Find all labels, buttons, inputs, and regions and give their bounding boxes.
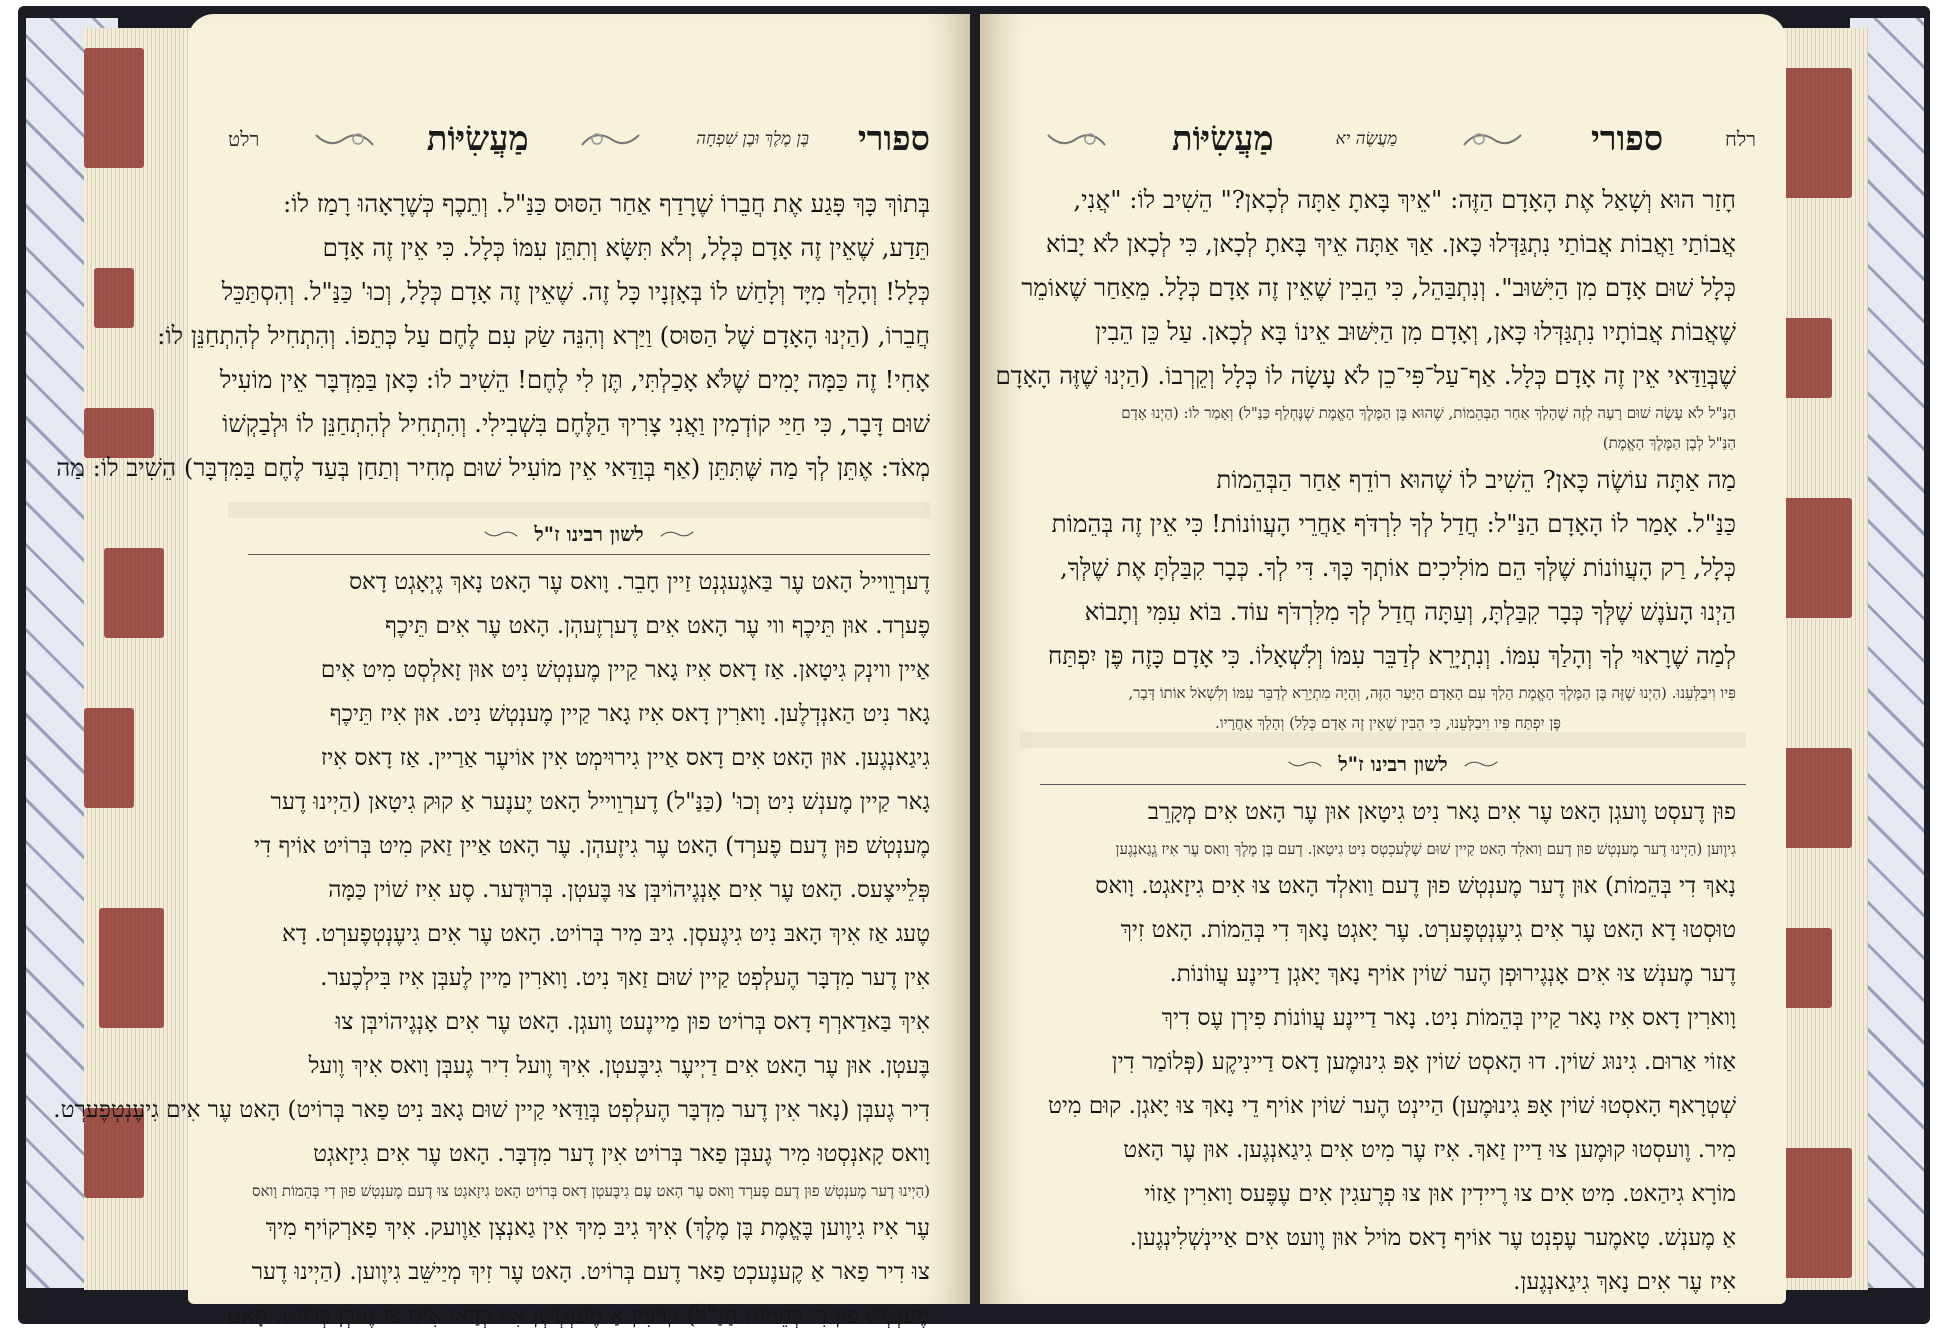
left-page bbox=[53, 14, 970, 1329]
text-line: תֵּדַע, שֶׁאֵין זֶה אָדָם כְּלָל, וְלֹא תִּשָּׂא וְתִתֵּן עִמּוֹ כְּלָל. כִּי אֵין זֶה אָדָם bbox=[322, 233, 930, 262]
text-line: כַּנַּ"ל. אָמַר לוֹ הָאָדָם הַנַּ"ל: חֲדַל לְךָ לִרְדֹּף אַחֲרֵי הָעֲווֹנוֹת! כִּי אֵין זֶה בְּהֵמוֹת bbox=[1051, 509, 1736, 538]
page-edge-stain bbox=[1777, 748, 1852, 848]
page-number: רלט bbox=[228, 126, 260, 151]
text-line: מַה אַתָּה עוֹשֶׂה כָּאן? הֵשִׁיב לוֹ שֶׁהוּא רוֹדֵף אַחַר הַבְּהֵמוֹת bbox=[1216, 465, 1736, 494]
text-line: פְּלֵייצֶעס. הָאט עֶר אִים אָנְגֶיהוֹיבְּן צוּ בֶּעטְן. בְּרוּדֶער. סֶע אִיז שׁוֹין כַּמָּה bbox=[328, 877, 930, 903]
text-line: אִיךְ בַּאדַארְף דָאס בְּרוֹיט פוּן מַיינֶעט וֶועגְן. הָאט עֶר אִים אָנְגֶיהוֹיבְּן צוּ bbox=[335, 1009, 930, 1035]
text-line: פוּן דֶעסְט וֶועגְן הָאט עֶר אִים גָאר נִיט גִיטָאן אוּן עֶר הָאט אִים מְקָרֵב bbox=[1147, 799, 1736, 825]
section-label: לשון רבינו ז"ל bbox=[1338, 751, 1448, 776]
text-line-note: פֶּן יִפְתַּח פִּיו וִיבַלְּעֵנוּ, כִּי הֵבִין שֶׁאֵין זֶה אָדָם כְּלָל) וְהָלַךְ אַחֲרָיו. bbox=[1214, 714, 1562, 732]
text-line: דֶער מֶענְשׁ צוּ אִים אָנְגֶירוּפְן הֶער שׁוֹין אוֹיף נָאךְ יָאגְן דַיינֶע עֲווֹנוֹת. bbox=[1169, 961, 1736, 987]
text-line-note: הַנַּ"ל לֹא עָשָׂה שׁוּם רָעָה לְזֶה שֶׁהָלַךְ אַחַר הַבְּהֵמוֹת, שֶׁהוּא בֶּן הַמֶּלֶךְ הָאֱמֶת שֶׁנֶּחְלַף כַּנַּ"ל) וְאָמַר לוֹ: (הַיְנוּ אָדָם bbox=[1121, 404, 1736, 422]
ornament-swirl-icon bbox=[1459, 127, 1529, 151]
text-line: גָאר קַיין מֶענְשׁ נִיט וְכוּ' (כַּנַּ"ל) דֶערְוֵוייל הָאט יֶענֶער אַ קוּק גִיטָאן (הַיְינוּ דֶער bbox=[270, 789, 930, 815]
right-page bbox=[980, 14, 1786, 1304]
ornament-swirl-icon bbox=[1462, 752, 1502, 776]
section-rule bbox=[248, 554, 930, 555]
text-line: טוּסְטוּ דָא הָאט עֶר אִים גִיעֶנְטְפֶערְט. עֶר יָאגְט נָאךְ דִי בְּהֵמוֹת. הָאט זִיךְ bbox=[1120, 917, 1736, 943]
text-line: טֶעג אַז אִיךְ הָאבּ נִיט גִיגֶעסְן. גִיבּ מִיר בְּרוֹיט. הָאט עֶר אִים גִיעֶנְטְפֶערְט. דָא bbox=[282, 921, 930, 947]
text-line: שֶׁאֲבוֹת אֲבוֹתָיו נִתְגַּדְּלוּ כָּאן, וְאָדָם מִן הַיִּשּׁוּב אֵינוֹ בָּא לְכָאן. עַל כֵּן הֵבִין bbox=[1094, 317, 1736, 346]
page-edge-stain bbox=[1782, 68, 1852, 198]
text-line: שֶׁבְּוַדַּאי אֵין זֶה אָדָם כְּלָל. אַף־עַל־פִּי־כֵן לֹא עָשָׂה לוֹ כְּלָל וְקֵרְבוֹ. (הַיְנוּ שֶׁזֶּה הָאָדָם bbox=[995, 361, 1736, 390]
book-title-second-word: מַעֲשִׂיּוֹת bbox=[426, 119, 529, 159]
text-line: פֶערְד. אוּן תֵּיכֶף ווי עֶר הָאט אִים דֶערְזֶעהְן. הָאט עֶר אִים תֵּיכֶף bbox=[385, 613, 930, 639]
text-line: עֶר אִיז גִיוֶוען בֶּאֱמֶת בֶּן מֶלֶךְ) אִיךְ גִיבּ מִיךְ אִין גַאנְצְן אַוֶועק. אִיךְ פַארְקוֹיף מִיךְ bbox=[265, 1215, 930, 1241]
page-edge-stain bbox=[84, 48, 144, 168]
text-line: שְׁטְרָאף הָאסְטוּ שׁוֹין אָפּ גִינוּמֶען) הַיינְט הֶער שׁוֹין אוֹיף דֵי נָאךְ צוּ יָאגְן. קוּם מִיט bbox=[1047, 1093, 1736, 1119]
right-yiddish-text bbox=[1040, 790, 1736, 1304]
text-line: שׁוּם דָּבָר, כִּי חַיַּי קוֹדְמִין וַאֲנִי צָרִיךְ הַלֶּחֶם בִּשְׁבִילִי. וְהִתְחִיל לְהִתְחַנֵּן לוֹ וּלְבַקְשׁוֹ bbox=[222, 409, 930, 438]
left-page-header bbox=[228, 114, 930, 164]
text-line: אֲבוֹתַי וַאֲבוֹת אֲבוֹתַי נִתְגַּדְּלוּ כָּאן. אַךְ אַתָּה אֵיךְ בָּאתָ לְכָאן, כִּי לְכָאן לֹא יָבוֹא bbox=[1045, 229, 1736, 258]
section-divider bbox=[248, 516, 930, 552]
book-title-first-word: ספורי bbox=[857, 119, 930, 159]
text-line: אָחִי! זֶה כַּמָּה יָמִים שֶׁלֹּא אָכַלְתִּי, תֶּן לִי לֶחֶם! הֵשִׁיב לוֹ: כָּאן בַּמִּדְבָּר אֵין מוֹעִיל bbox=[219, 365, 930, 394]
text-line-note: גִיוֶוען (הַיְינוּ דֶער מֶענְטְשׁ פוּן דֶעם וַואלְד הָאט קַיין שׁוּם שָׁלֶעכְטְס נִיט גִיטָאן. דֶעם בֶּן מֶלֶךְ וָואס עֶר אִיז גְֶגַאנְגֶען bbox=[1115, 840, 1736, 858]
text-line: מֶענְטְשׁ פוּן דִי בְּהֵמוֹת הַנַּ"ל) קוֹיפִין אַ מֶענְטְשְׁן אִיז כְּדַאי אִים צוּ גֶעבְּן בְּרוֹיט. הָאט bbox=[226, 1303, 930, 1329]
text-line-note: פִּיו וִיבַלְּעֵנוּ. (הַיְנוּ שֶׁזֶּה בֶּן הַמֶּלֶךְ הָאֱמֶת הָלַךְ עִם הָאָדָם הַיַּעַר הַזֶּה, וְהָיָה מִתְיָרֵא לְדַבֵּר עִמּוֹ וְלִשְׁאֹל אוֹתוֹ דָּבָר, bbox=[1128, 684, 1736, 702]
right-hebrew-text bbox=[995, 178, 1736, 738]
page-edge-stain bbox=[104, 548, 164, 638]
text-line: וָוארִין דָאס אִיז גָאר קַיין בְּהֵמוֹת נִיט. נָאר דַיינֶע עֲווֹנוֹת פִירְן עֶס דִיךְ bbox=[1161, 1005, 1736, 1031]
text-line: חֲבֵרוֹ, (הַיְנוּ הָאָדָם שֶׁל הַסּוּס) וַיַּרְא וְהִנֵּה שַׂק עִם לֶחֶם עַל כְּתֵפוֹ. וְהִתְחִיל לְהִתְחַנֵּן לוֹ: bbox=[157, 321, 930, 350]
section-label: לשון רבינו ז"ל bbox=[534, 521, 644, 546]
right-page-header bbox=[1040, 114, 1756, 164]
text-line: אִיז עֶר אִים נָאךְ גִיגַאנְגֶען. bbox=[1513, 1269, 1736, 1295]
text-line: מֶענְטְשׁ פוּן דֶעם פֶערְד) הָאט עֶר גִיזֶעהְן. עֶר הָאט אַיין זַאק מִיט בְּרוֹיט אוֹיף דִי bbox=[254, 833, 930, 859]
text-line: חָזַר הוּא וְשָׁאַל אֶת הָאָדָם הַזֶּה: "אֵיךְ בָּאתָ אַתָּה לְכָאן?" הֵשִׁיב לוֹ: "אֲנִי, bbox=[1073, 185, 1736, 214]
text-line: אִין דֶער מִדְבָּר הֶעלְפְט קַיין שׁוּם זַאךְ נִיט. וָוארִין מַיין לֶעבְּן אִיז בִּילְכֶער. bbox=[320, 965, 930, 991]
text-line: לְמַה שֶׁרָאוּי לְךָ וְהָלַךְ עִמּוֹ. וְנִתְיָרֵא לְדַבֵּר עִמּוֹ וְלִשְׁאָלוֹ. כִּי אָדָם כָּזֶה פֶּן יִפְתַּח bbox=[1047, 641, 1736, 670]
ornament-swirl-icon bbox=[577, 127, 647, 151]
text-line-note: (הַיְינוּ דֶער מֶענְטְשׁ פוּן דֶעם פֶערְד וָואס עֶר הָאט עֶם גִיבֶּעטְן דָאס בְּרוֹיט הָאט גִיזָאגְט צוּ דֶעם מֶענְטְשׁ פוּן דִי בְּהֵמוֹת וָואס bbox=[251, 1182, 930, 1200]
ornament-swirl-icon bbox=[658, 522, 698, 546]
left-yiddish-text bbox=[53, 560, 930, 1338]
text-line: מוֹרָא גִיהַאט. מִיט אִים צוּ רֶיידִין אוּן צוּ פְרֶעגִין אִים עֶפֶּעס וָוארִין אַזוֹי bbox=[1144, 1181, 1736, 1207]
ornament-swirl-icon bbox=[480, 522, 520, 546]
text-line: אַיין ווינְק גִיטָאן. אַז דָאס אִיז גָאר קַיין מֶענְטְשׁ נִיט אוּן זָאלְסְט מִיט אִים bbox=[320, 657, 930, 683]
section-rule bbox=[1040, 784, 1746, 785]
text-line: נָאךְ דִי בְּהֵמוֹת) אוּן דֶער מֶענְטְשׁ פוּן דֶעם וַואלְד הָאט צוּ אִים גִיזָאגְט. וָואס bbox=[1095, 873, 1736, 899]
page-edge-stain bbox=[1782, 1148, 1852, 1278]
page-edge-stain bbox=[84, 708, 134, 808]
text-line: צוּ דִיר פַאר אַ קֶענֶעכְט פַאר דֶעם בְּרוֹיט. הָאט עֶר זִיךְ מְיַישֵּׁב גִיוֶוען. (הַיְינוּ דֶער bbox=[251, 1259, 930, 1285]
book-title-second-word: מַעֲשִׂיּוֹת bbox=[1171, 119, 1274, 159]
text-line: אַזוֹי אַרוּם. גִינוּג שׁוֹין. דוּ הָאסְט שׁוֹין אָפּ גִינוּמֶען דָאס דַיינִיקֶע (פְּלוֹמַר דִין bbox=[1111, 1049, 1736, 1075]
book-title-first-word: ספורי bbox=[1590, 119, 1664, 159]
story-subtitle: מַעֲשֶׂה יא bbox=[1335, 129, 1398, 149]
text-line: אַ מֶענְשׁ. טָאמֶער עֶפְנְט עֶר אוֹיף דָאס מוֹיל אוּן וֶועט אִים אַיינְשְׁלִינְגֶען. bbox=[1129, 1225, 1736, 1251]
text-line: בֶּעטְן. אוּן עֶר הָאט אִים דַיְיעֶר גִיבֶּעטְן. אִיךְ וֶועל דִיר גֶעבְּן וָואס אִיךְ וֶועל bbox=[308, 1053, 930, 1079]
text-line-note: הַנַּ"ל לְבֶן הַמֶּלֶךְ הָאֱמֶת) bbox=[1602, 434, 1736, 452]
page-edge-stain bbox=[1782, 498, 1852, 618]
text-line: מְאֹד: אֶתֵּן לְךָ מַה שֶּׁתִּתֵּן (אַף בְּוַדַּאי אֵין מוֹעִיל שׁוּם מְחִיר וְתַחַן בְּעַד לֶחֶם בַּמִּדְבָּר) הֵשִׁיב לוֹ: מַה bbox=[56, 453, 930, 482]
section-divider bbox=[1040, 746, 1746, 782]
text-line: דִיר גֶעבְּן (נָאר אִין דֶער מִדְבָּר הֶעלְפְט בְּוַדַּאי קַיין שׁוּם גָאבּ נִיט פַאר בְּרוֹיט) הָאט עֶר אִים גִיעֶנְטְפֶערְט. bbox=[53, 1097, 930, 1123]
text-line: הַיְנוּ הָעֹנֶשׁ שֶׁלְּךָ כְּבָר קִבַּלְתָּ, וְעַתָּה חֲדַל לְךָ מִלִּרְדֹּף עוֹד. בּוֹא עִמִּי וְתָבוֹא bbox=[1084, 597, 1736, 626]
page-edge-stain bbox=[99, 908, 164, 1028]
text-line: וָואס קָאנְסְטוּ מִיר גֶעבְּן פַאר בְּרוֹיט אִין דֶער מִדְבָּר. הָאט עֶר אִים גִיזָאגְט bbox=[313, 1141, 930, 1167]
page-number: רלח bbox=[1724, 126, 1756, 151]
text-line: דֶערְוֵוייל הָאט עֶר בַּאגֶעגְנְט זַיין חָבֵר. וָואס עֶר הָאט נָאךְ גֶיְאָגְט דָאס bbox=[348, 569, 930, 595]
text-line: כְּלָל שׁוּם אָדָם מִן הַיִּשּׁוּב". וְנִתְבַּהֵל, כִּי הֵבִין שֶׁאֵין זֶה אָדָם כְּלָל. מֵאַחַר שֶׁאוֹמֵר bbox=[1021, 273, 1736, 302]
page-edge-stain bbox=[94, 268, 134, 328]
text-line: כְּלָל, רַק הָעֲווֹנוֹת שֶׁלְּךָ הֵם מוֹלִיכִים אוֹתְךָ כָּךְ. דִּי לְךָ. כְּבָר קִבַּלְתָּ אֶת שֶׁלְּךָ, bbox=[1060, 553, 1736, 582]
text-line: גִיגַאנְגֶען. אוּן הָאט אִים דָאס אַיין גִירוּימְט אִין אוֹיעֶר אַרַיין. אַז דָאס אִיז bbox=[320, 745, 930, 771]
ornament-swirl-icon bbox=[308, 127, 378, 151]
left-hebrew-text bbox=[56, 182, 930, 490]
text-line: בְּתוֹךְ כָּךְ פָּגַע אֶת חֲבֵרוֹ שֶׁרָדַף אַחַר הַסּוּס כַּנַּ"ל. וְתֵכֶף כְּשֶׁרָאָהוּ רָמַז לוֹ: bbox=[282, 189, 930, 218]
ornament-swirl-icon bbox=[1040, 127, 1110, 151]
text-line: כְּלָל! וְהָלַךְ מִיָּד וְלָחַשׁ לוֹ בְּאָזְנָיו כָּל זֶה. שֶׁאֵין זֶה אָדָם כְּלָל, וְכוּ' כַּנַּ"ל. וְהִסְתַּכֵּל bbox=[221, 277, 930, 306]
text-line: מִיר. וֶועסְטוּ קוּמֶען צוּ דַיין זַאךְ. אִיז עֶר מִיט אִים גִיגַאנְגֶען. אוּן עֶר הָאט bbox=[1123, 1137, 1736, 1163]
text-line: גָאר נִיט הַאנְדְלֶען. וָוארִין דָאס אִיז גָאר קַיין מֶענְטְשׁ נִיט. אוּן אִיז תֵּיכֶף bbox=[329, 701, 930, 727]
story-subtitle: בֶּן מֶלֶךְ וּבֶן שִׁפְחָה bbox=[696, 129, 810, 149]
right-page-edges bbox=[1772, 28, 1868, 1290]
ornament-swirl-icon bbox=[1284, 752, 1324, 776]
